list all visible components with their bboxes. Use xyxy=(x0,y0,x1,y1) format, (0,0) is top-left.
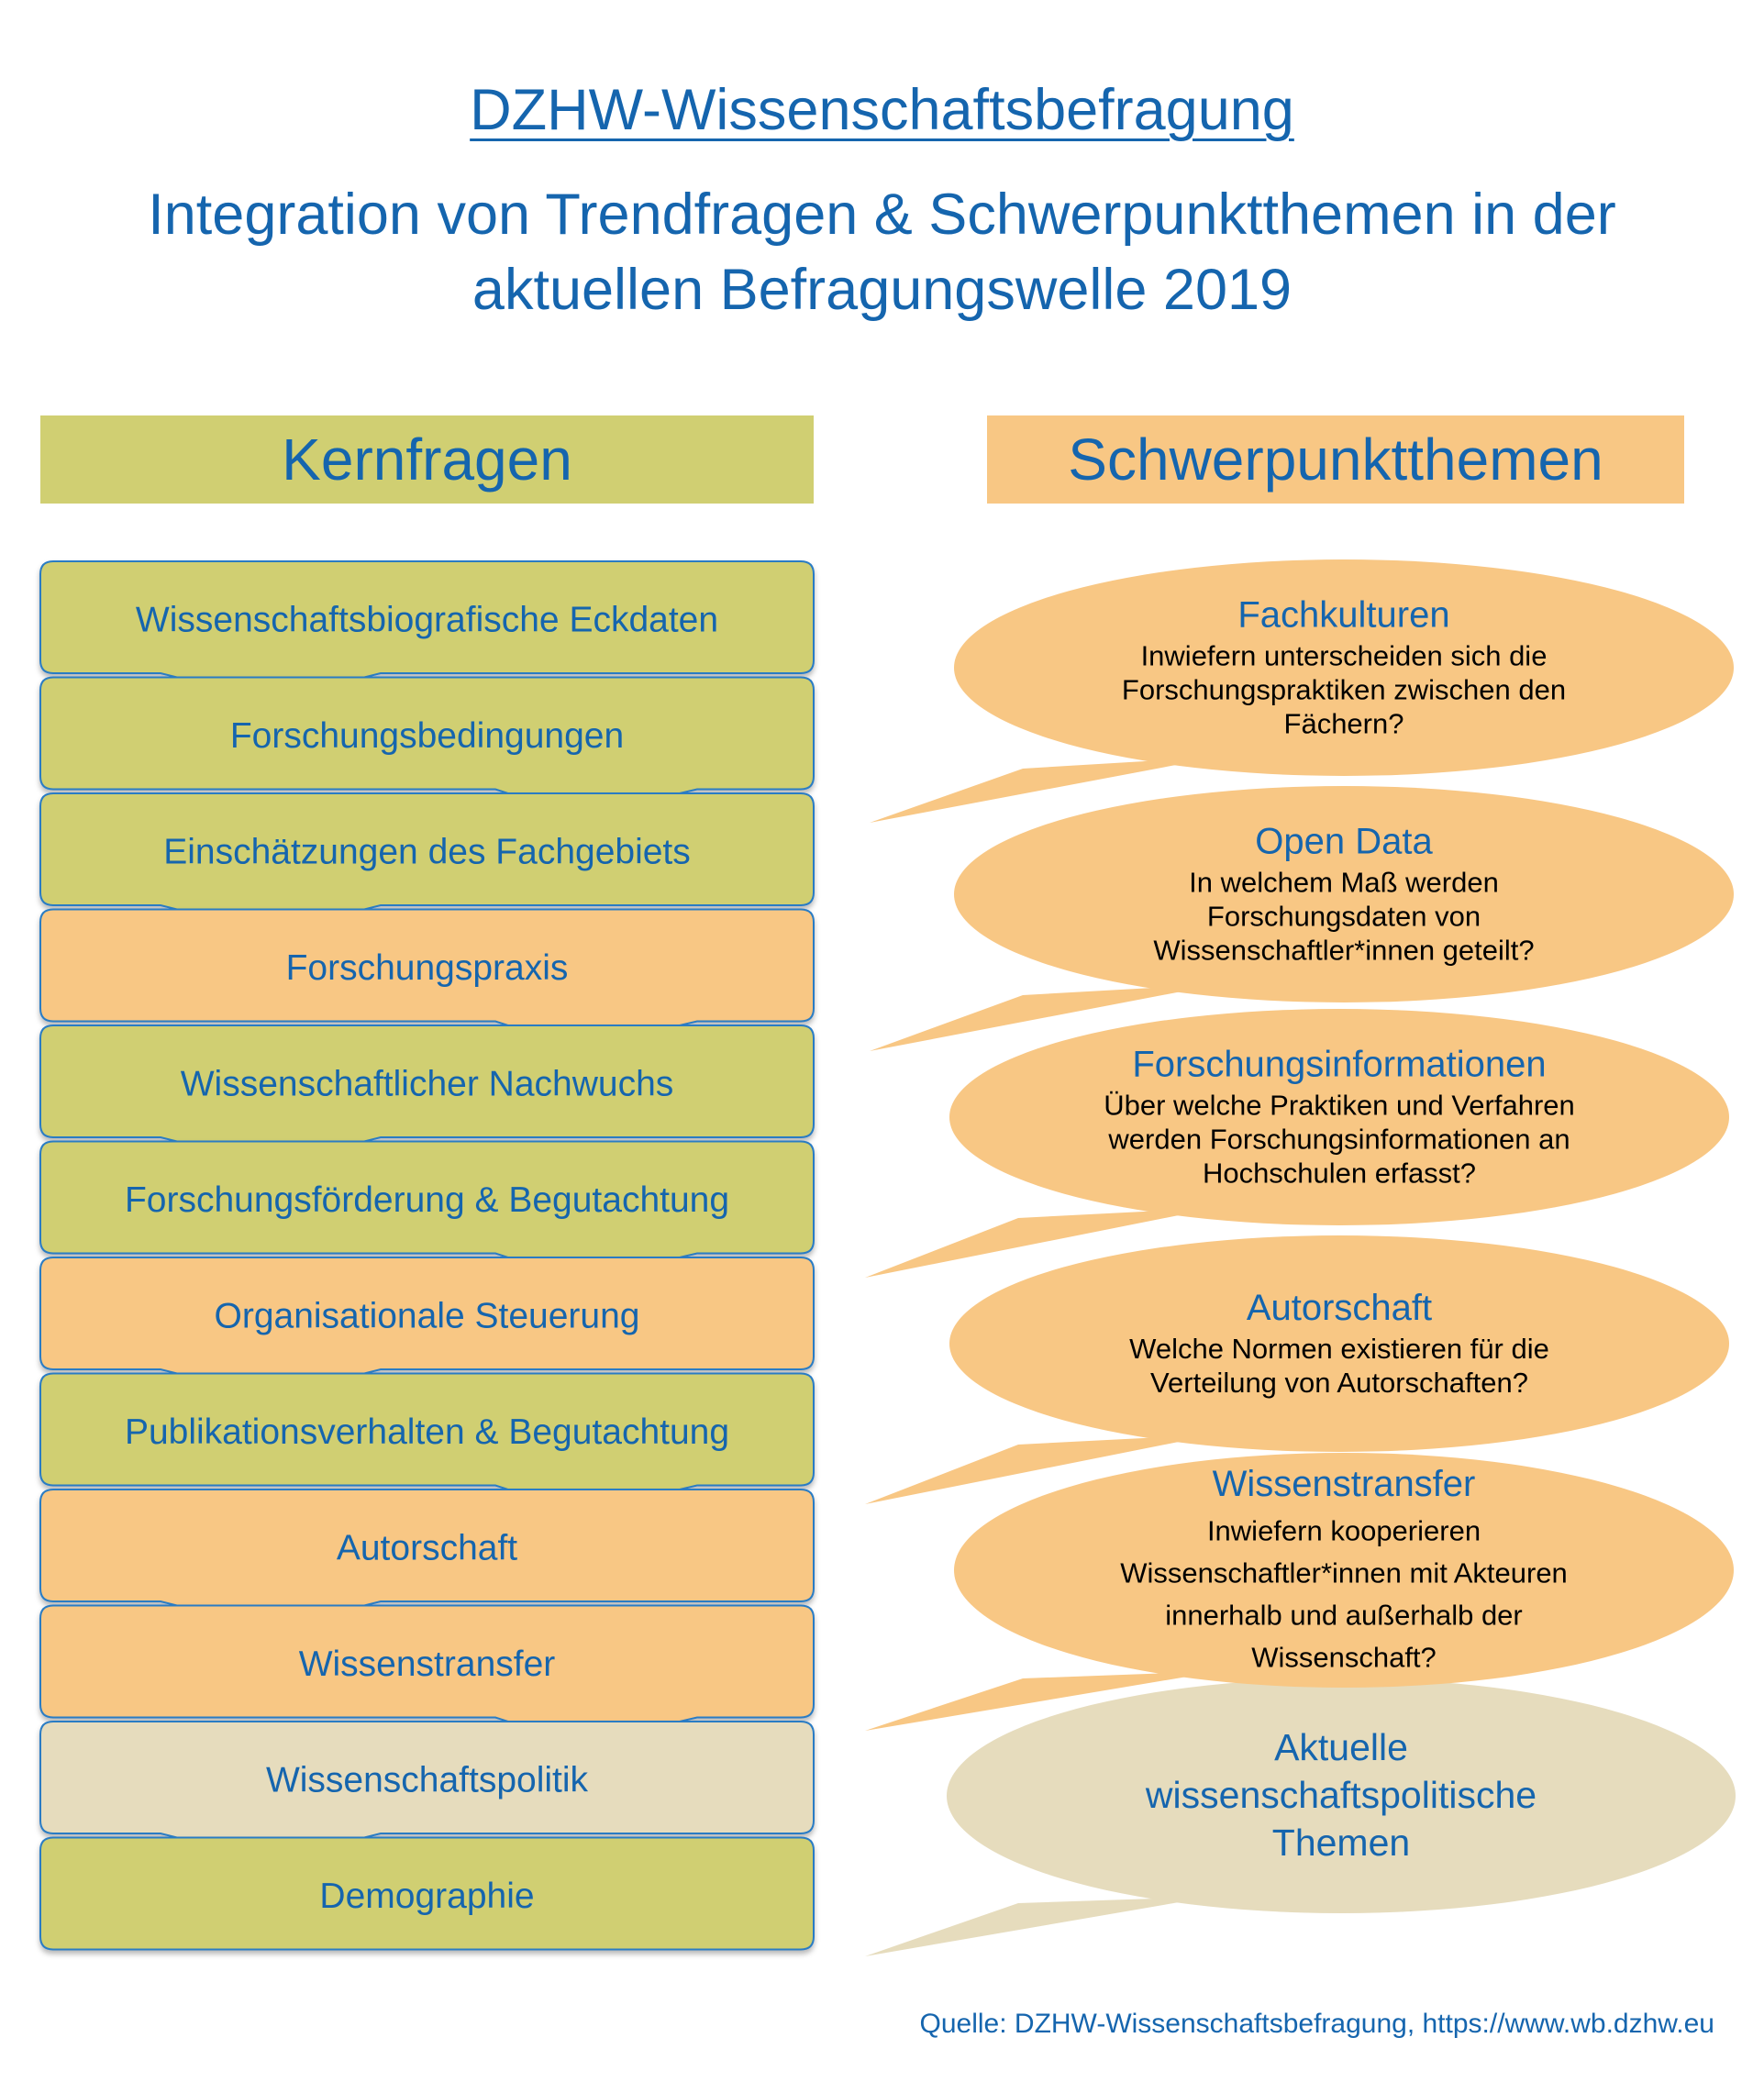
bubble-text-line: Wissenschaftler*innen mit Akteuren xyxy=(1120,1556,1568,1589)
schwerpunktthemen-header: Schwerpunktthemen xyxy=(987,415,1684,504)
bubble-text-line: wissenschaftspolitische xyxy=(1145,1774,1537,1816)
chevron-label: Wissenstransfer xyxy=(298,1644,556,1684)
bubble-title: Wissenstransfer xyxy=(1212,1464,1476,1504)
source-note: Quelle: DZHW-Wissenschaftsbefragung, https://www.wb.dzhw.eu xyxy=(919,2009,1714,2039)
bubble-text-line: Über welche Praktiken und Verfahren xyxy=(1104,1089,1575,1122)
chevron-label: Wissenschaftlicher Nachwuchs xyxy=(180,1064,674,1104)
bubble-title: Forschungsinformationen xyxy=(1132,1044,1547,1085)
subtitle-line-2: aktuellen Befragungswelle 2019 xyxy=(472,258,1292,322)
bubble-text-line: Inwiefern unterscheiden sich die xyxy=(1140,639,1548,672)
chevron-label: Forschungsbedingungen xyxy=(229,715,625,756)
bubble-text-line: Themen xyxy=(1271,1822,1411,1864)
bubble-tail xyxy=(865,1897,1211,1956)
bubble-text-line: Fächern? xyxy=(1283,707,1404,740)
speech-bubble xyxy=(870,559,1734,823)
bubble-text-line: Forschungspraktiken zwischen den xyxy=(1121,673,1567,706)
bubble-text-line: Inwiefern kooperieren xyxy=(1206,1514,1481,1547)
speech-bubble xyxy=(865,1678,1736,1956)
chevron-step xyxy=(40,1838,814,1950)
kernfragen-header: Kernfragen xyxy=(40,415,814,504)
bubble-text-line: Forschungsdaten von xyxy=(1206,900,1481,933)
bubble-text-line: Wissenschaftler*innen geteilt? xyxy=(1153,934,1535,967)
chevrons-layer xyxy=(40,561,814,1950)
chevron-label: Forschungsförderung & Begutachtung xyxy=(124,1179,730,1220)
chevron-label: Organisationale Steuerung xyxy=(214,1296,640,1336)
chevron-label: Einschätzungen des Fachgebiets xyxy=(163,832,691,872)
bubble-text-line: In welchem Maß werden xyxy=(1189,866,1499,899)
bubble-text-line: innerhalb und außerhalb der xyxy=(1165,1599,1523,1632)
bubble-title: Fachkulturen xyxy=(1237,594,1450,636)
bubble-text-line: Welche Normen existieren für die xyxy=(1129,1332,1549,1365)
chevron-label: Forschungspraxis xyxy=(285,947,569,988)
bubble-text-line: Hochschulen erfasst? xyxy=(1202,1157,1477,1190)
chevron-label: Publikationsverhalten & Begutachtung xyxy=(124,1412,730,1452)
bubble-text-line: werden Forschungsinformationen an xyxy=(1108,1123,1570,1156)
bubbles-layer xyxy=(865,559,1736,1956)
page-title: DZHW-Wissenschaftsbefragung xyxy=(470,78,1294,142)
bubble-title: Open Data xyxy=(1255,821,1433,862)
subtitle-line-1: Integration von Trendfragen & Schwerpunktthemen in der xyxy=(148,183,1616,247)
chevron-label: Demographie xyxy=(319,1876,535,1916)
chevron-label: Autorschaft xyxy=(336,1528,518,1568)
bubble-text-line: Wissenschaft? xyxy=(1251,1641,1437,1674)
chevron-label: Wissenschaftsbiografische Eckdaten xyxy=(135,600,719,640)
bubble-text-line: Verteilung von Autorschaften? xyxy=(1150,1366,1528,1399)
chevron-label: Wissenschaftspolitik xyxy=(265,1760,589,1800)
bubble-title: Autorschaft xyxy=(1246,1288,1433,1328)
bubble-text-line: Aktuelle xyxy=(1274,1726,1408,1768)
